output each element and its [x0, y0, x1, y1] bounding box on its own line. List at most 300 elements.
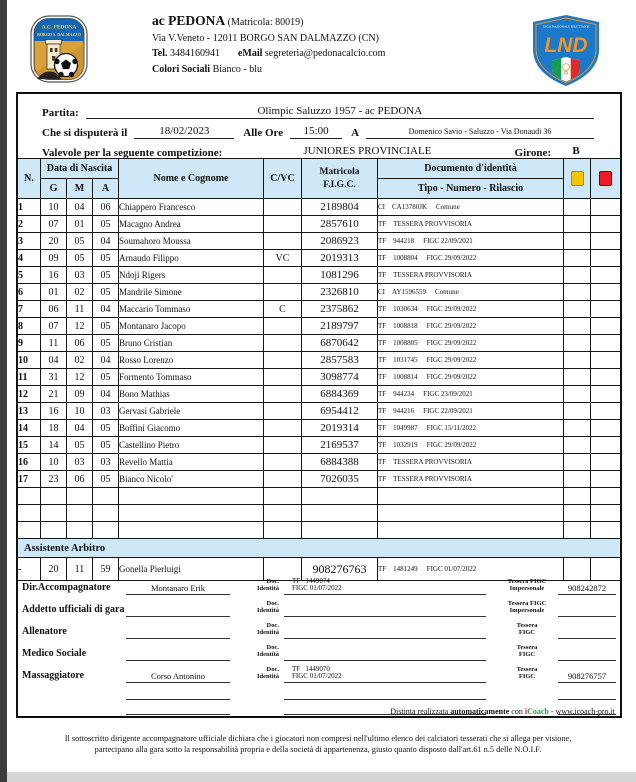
player-number: 8 [18, 318, 41, 335]
player-matricola: 2857583 [302, 352, 378, 369]
dob-month: 05 [67, 437, 93, 454]
player-name: Arnaudo Filippo [119, 250, 264, 267]
red-card-cell [591, 505, 621, 522]
girone-label: Girone: [514, 147, 551, 159]
dob-year [93, 505, 119, 522]
player-document [378, 284, 564, 301]
staff-doc-value: TF 1449074 FIGC 01/07/2022 [284, 578, 486, 595]
time-label: Alle Ore [243, 127, 284, 139]
screen-edge-left [0, 0, 7, 782]
document-release: FIGC 29/09/2022 [426, 356, 477, 364]
player-document [378, 233, 564, 250]
player-matricola: 6954412 [302, 403, 378, 420]
assistant-referee-band [18, 539, 621, 558]
dob-year: 06 [93, 199, 119, 216]
captain-flag [264, 284, 302, 301]
header-red-card [591, 159, 621, 199]
table-row [18, 250, 621, 267]
player-document [378, 318, 564, 335]
lnd-tagline: LEGA NAZIONALE DILETTANTI [542, 24, 590, 29]
red-card-icon [599, 171, 612, 186]
yellow-card-cell [564, 369, 591, 386]
partita-value: Olimpic Saluzzo 1957 - ac PEDONA [86, 105, 594, 119]
dob-day: 01 [41, 284, 67, 301]
player-number: 17 [18, 471, 41, 488]
header-cvc: C/VC [264, 159, 302, 199]
table-row [18, 233, 621, 250]
match-row-date [42, 119, 594, 139]
player-number: 7 [18, 301, 41, 318]
captain-flag [264, 335, 302, 352]
document-release: FIGC 29/09/2022 [426, 322, 477, 330]
red-card-cell [591, 352, 621, 369]
document-release: Comune [436, 203, 460, 211]
red-card-cell [591, 216, 621, 233]
staff-name [126, 703, 230, 715]
yellow-card-cell [564, 233, 591, 250]
dob-month: 12 [67, 318, 93, 335]
dob-day [41, 505, 67, 522]
staff-role-label: Medico Sociale [22, 648, 87, 659]
captain-flag [264, 369, 302, 386]
table-row [18, 420, 621, 437]
players-tbody [18, 199, 621, 581]
document-number: 1032919 [393, 441, 418, 449]
staff-tessera-value: 908276757 [558, 671, 616, 683]
dob-month: 03 [67, 454, 93, 471]
captain-flag [264, 471, 302, 488]
tel-value: 3484160941 [169, 48, 220, 59]
document-type: TF [378, 424, 387, 432]
staff-tessera-label: Tessera FIGC [516, 644, 538, 659]
player-matricola: 2326810 [302, 284, 378, 301]
staff-doc-label: Doc. Identità [256, 644, 279, 659]
dob-day [41, 488, 67, 505]
staff-name [126, 688, 230, 700]
dob-month: 01 [67, 216, 93, 233]
red-card-cell [591, 454, 621, 471]
captain-flag [264, 318, 302, 335]
dob-month: 12 [67, 369, 93, 386]
captain-flag [264, 352, 302, 369]
document-release: FIGC 29/09/2022 [426, 339, 477, 347]
dob-month: 04 [67, 420, 93, 437]
staff-tessera-value [558, 649, 616, 661]
credit-text: Distinta realizzata [390, 707, 451, 716]
red-card-cell [591, 318, 621, 335]
red-card-cell [591, 471, 621, 488]
dob-day: 21 [41, 386, 67, 403]
staff-role-label: Addetto ufficiali di gara [22, 604, 125, 615]
email-label: eMail [237, 48, 263, 59]
credit-bold: automaticamente [450, 707, 510, 716]
dob-day: 20 [41, 558, 67, 581]
red-card-cell [591, 233, 621, 250]
player-name: Maccario Tommaso [119, 301, 264, 318]
player-document [378, 216, 564, 233]
document-type: TF [378, 254, 387, 262]
time-value: 15:00 [290, 125, 342, 139]
red-card-cell [591, 335, 621, 352]
dob-day: 18 [41, 420, 67, 437]
club-badge-line2: BORGO S. DALMAZZO [37, 32, 81, 37]
player-matricola: 2019314 [302, 420, 378, 437]
player-name: Formento Tommaso [119, 369, 264, 386]
staff-tessera-value [558, 627, 616, 639]
red-card-cell [591, 420, 621, 437]
document-type: TF [378, 220, 387, 228]
staff-name: Montanaro Erik [126, 583, 230, 595]
player-document [378, 471, 564, 488]
colori-label: Colori Sociali [152, 63, 211, 75]
table-row [18, 454, 621, 471]
player-matricola: 1081296 [302, 267, 378, 284]
yellow-card-cell [564, 403, 591, 420]
document-release: FIGC 01/07/2022 [426, 565, 477, 573]
staff-row [18, 683, 620, 698]
table-row [18, 199, 621, 216]
dob-year: 05 [93, 335, 119, 352]
document-type: TF [378, 565, 387, 573]
yellow-card-cell [564, 352, 591, 369]
roster-header [18, 159, 621, 199]
club-colors-line [152, 62, 385, 78]
player-number: 12 [18, 386, 41, 403]
player-number [18, 505, 41, 522]
dob-day: 20 [41, 233, 67, 250]
lnd-shield-logo [527, 13, 605, 88]
dob-year: 05 [93, 420, 119, 437]
player-document [378, 522, 564, 539]
staff-section [18, 573, 620, 713]
staff-role-label: Massaggiatore [22, 670, 85, 681]
yellow-card-cell [564, 301, 591, 318]
yellow-card-cell [564, 386, 591, 403]
dob-month: 11 [67, 558, 93, 581]
staff-tessera-value: 908242872 [558, 583, 616, 595]
staff-row [18, 639, 620, 661]
dob-year: 04 [93, 352, 119, 369]
captain-flag: C [264, 301, 302, 318]
dob-year: 03 [93, 454, 119, 471]
player-document [378, 488, 564, 505]
document-number: AY1596559 [392, 288, 426, 296]
staff-doc-label [240, 713, 284, 715]
dob-year: 04 [93, 233, 119, 250]
tel-label: Tel. [152, 48, 168, 59]
red-card-cell [591, 522, 621, 539]
document-number: 1008805 [393, 339, 418, 347]
captain-flag [264, 267, 302, 284]
icoach-brand-coach: Coach [527, 707, 549, 716]
staff-role-label [22, 698, 126, 700]
dob-month: 04 [67, 199, 93, 216]
player-number: 6 [18, 284, 41, 301]
staff-doc-label: Doc. Identità [256, 578, 279, 593]
staff-doc-value [284, 644, 486, 661]
red-card-cell [591, 403, 621, 420]
header-dob-a: A [93, 179, 119, 199]
club-letterhead [152, 13, 385, 77]
document-frame [16, 92, 622, 718]
disclaimer-line1: Il sottoscritto dirigente accompagnatore ufficiale dichiara che i giocatori non compresi nell'ultimo elenco dei calciatori tesserati che si allega per visione, [64, 734, 572, 743]
player-matricola: 6884369 [302, 386, 378, 403]
dob-month: 02 [67, 284, 93, 301]
table-row [18, 403, 621, 420]
email-value: segreteria@pedonacalcio.com [264, 48, 386, 59]
staff-row [18, 617, 620, 639]
document-type: TF [378, 322, 387, 330]
player-document [378, 199, 564, 216]
dob-month [67, 488, 93, 505]
document-number: 944216 [393, 407, 415, 415]
dob-year: 04 [93, 301, 119, 318]
club-badge-line1: A.C. PEDONA [41, 24, 77, 31]
dob-day: 11 [41, 335, 67, 352]
colori-value: Bianco - blu [212, 63, 262, 75]
captain-flag [264, 386, 302, 403]
header-yellow-card [564, 159, 591, 199]
staff-tessera-value [558, 605, 616, 617]
dob-year: 59 [93, 558, 119, 581]
document-number: 1008818 [393, 322, 418, 330]
player-matricola: 6870642 [302, 335, 378, 352]
header-document: Documento d'identità [378, 159, 564, 179]
club-matricola: (Matricola: 80019) [227, 17, 304, 28]
document-type: TF [378, 373, 387, 381]
date-value: 18/02/2023 [134, 125, 234, 139]
captain-flag [264, 454, 302, 471]
red-card-cell [591, 437, 621, 454]
yellow-card-cell [564, 199, 591, 216]
credit-url: - www.icoach-pro.it [548, 707, 615, 716]
player-number: 16 [18, 454, 41, 471]
yellow-card-cell [564, 250, 591, 267]
player-name: Macagno Andrea [119, 216, 264, 233]
document-number: 944218 [393, 237, 415, 245]
captain-flag [264, 199, 302, 216]
player-name: Chiappero Francesco [119, 199, 264, 216]
dob-day: 14 [41, 437, 67, 454]
player-matricola: 2189804 [302, 199, 378, 216]
header-dob: Data di Nascita [41, 159, 119, 179]
captain-flag [264, 437, 302, 454]
player-number: 14 [18, 420, 41, 437]
club-name-line [152, 13, 385, 31]
yellow-card-cell [564, 471, 591, 488]
dob-day: 10 [41, 199, 67, 216]
disclaimer [18, 733, 618, 755]
club-name: ac PEDONA [152, 13, 226, 28]
document-release: FIGC 15/11/2022 [426, 424, 476, 432]
partita-label: Partita: [42, 107, 79, 119]
player-number: 1 [18, 199, 41, 216]
player-number [18, 488, 41, 505]
dob-year: 03 [93, 403, 119, 420]
captain-flag [264, 488, 302, 505]
staff-row [18, 573, 620, 595]
red-card-cell [591, 386, 621, 403]
table-row [18, 352, 621, 369]
table-row [18, 318, 621, 335]
yellow-card-cell [564, 454, 591, 471]
staff-tessera-label: Tessera FIGC Impersonale [507, 578, 547, 593]
table-row [18, 335, 621, 352]
dob-year: 05 [93, 437, 119, 454]
header-name: Nome e Cognome [119, 159, 264, 199]
player-number: 3 [18, 233, 41, 250]
roster-table [17, 158, 621, 581]
player-matricola: 7026035 [302, 471, 378, 488]
player-name [119, 522, 264, 539]
player-name: Gervasi Gabriele [119, 403, 264, 420]
captain-flag [264, 420, 302, 437]
player-name: Gonella Pierluigi [119, 558, 264, 581]
player-matricola: 908276763 [302, 558, 378, 581]
yellow-card-cell [564, 335, 591, 352]
staff-tessera-value [558, 688, 616, 700]
player-number: 9 [18, 335, 41, 352]
document-number: 1049987 [393, 424, 418, 432]
document-type: TF [378, 441, 387, 449]
dob-year: 04 [93, 386, 119, 403]
dob-month: 09 [67, 386, 93, 403]
player-document [378, 437, 564, 454]
document-number: 1008814 [393, 373, 418, 381]
dob-month: 05 [67, 250, 93, 267]
document-number: 944234 [393, 390, 415, 398]
player-name: Boffini Giacomo [119, 420, 264, 437]
credit-con: con [509, 707, 525, 716]
staff-doc-value [284, 622, 486, 639]
staff-doc-label: Doc. Identità [256, 622, 279, 637]
dob-month: 05 [67, 233, 93, 250]
dob-day: 04 [41, 352, 67, 369]
match-row-competition [42, 139, 594, 159]
player-document [378, 301, 564, 318]
red-card-cell [591, 301, 621, 318]
dob-day: 09 [41, 250, 67, 267]
player-document [378, 352, 564, 369]
dob-year: 05 [93, 216, 119, 233]
captain-flag [264, 233, 302, 250]
red-card-cell [591, 250, 621, 267]
document-type: TF [378, 237, 387, 245]
screen-edge-bottom [7, 772, 636, 782]
document-release: FIGC 29/09/2022 [426, 305, 477, 313]
document-number: TESSERA PROVVISORIA [393, 458, 472, 466]
player-name: Bianco Nicolo' [119, 471, 264, 488]
yellow-card-cell [564, 420, 591, 437]
match-info [18, 94, 620, 159]
captain-flag [264, 216, 302, 233]
player-number: - [18, 558, 41, 581]
staff-tessera-label: Tessera FIGC [516, 666, 538, 681]
staff-doc-label [240, 698, 284, 700]
dob-day [41, 522, 67, 539]
player-matricola: 2189797 [302, 318, 378, 335]
player-matricola: 2019313 [302, 250, 378, 267]
date-label: Che si disputerà il [42, 127, 128, 139]
player-matricola: 2169537 [302, 437, 378, 454]
dob-year [93, 522, 119, 539]
player-name: Castellino Pietro [119, 437, 264, 454]
player-matricola [302, 488, 378, 505]
document-type: TF [378, 475, 387, 483]
table-row [18, 216, 621, 233]
player-matricola: 2857610 [302, 216, 378, 233]
staff-tessera-label: Tessera FIGC [516, 622, 538, 637]
club-crest-logo [30, 15, 88, 83]
girone-value: B [558, 145, 594, 159]
red-card-cell [591, 369, 621, 386]
credit-line [390, 707, 615, 716]
table-row [18, 471, 621, 488]
yellow-card-cell [564, 505, 591, 522]
yellow-card-cell [564, 216, 591, 233]
captain-flag [264, 505, 302, 522]
player-number: 10 [18, 352, 41, 369]
header-matricola-line2: F.I.G.C. [323, 179, 356, 190]
player-name: Revello Mattia [119, 454, 264, 471]
red-card-cell [591, 284, 621, 301]
document-type: TF [378, 407, 387, 415]
player-document [378, 369, 564, 386]
document-release: FIGC 23/09/2021 [423, 390, 473, 398]
player-matricola: 6884388 [302, 454, 378, 471]
player-name [119, 505, 264, 522]
yellow-card-cell [564, 522, 591, 539]
yellow-card-cell [564, 318, 591, 335]
document-release: FIGC 29/09/2022 [426, 254, 477, 262]
dob-year: 05 [93, 318, 119, 335]
document-type: TF [378, 339, 387, 347]
yellow-card-cell [564, 437, 591, 454]
staff-doc-label: Doc. Identità [256, 600, 279, 615]
player-document [378, 250, 564, 267]
club-contact-line [152, 46, 385, 62]
dob-month: 10 [67, 403, 93, 420]
player-number: 13 [18, 403, 41, 420]
yellow-card-cell [564, 267, 591, 284]
header-dob-g: G [41, 179, 67, 199]
document-release: FIGC 22/09/2021 [423, 237, 473, 245]
dob-year: 05 [93, 267, 119, 284]
staff-doc-value [284, 600, 486, 617]
player-name: Bruno Cristian [119, 335, 264, 352]
player-document [378, 505, 564, 522]
dob-day: 23 [41, 471, 67, 488]
club-address: Via V.Veneto - 12011 BORGO SAN DALMAZZO (CN) [152, 32, 379, 44]
competition-label: Valevole per la seguente competizione: [42, 147, 223, 159]
staff-row [18, 595, 620, 617]
at-label: A [351, 127, 360, 139]
document-release: Comune [434, 288, 459, 296]
table-row [18, 386, 621, 403]
player-document [378, 386, 564, 403]
player-matricola: 2086923 [302, 233, 378, 250]
dob-month: 06 [67, 471, 93, 488]
staff-doc-label: Doc. Identità [256, 666, 279, 681]
staff-role-label: Dir.Accompagnatore [22, 582, 111, 593]
header-matricola-line1: Matricola [319, 166, 360, 177]
dob-day: 31 [41, 369, 67, 386]
player-document [378, 403, 564, 420]
dob-year: 05 [93, 284, 119, 301]
yellow-card-icon [571, 171, 584, 186]
dob-year: 05 [93, 369, 119, 386]
lnd-text: LND [544, 34, 588, 57]
